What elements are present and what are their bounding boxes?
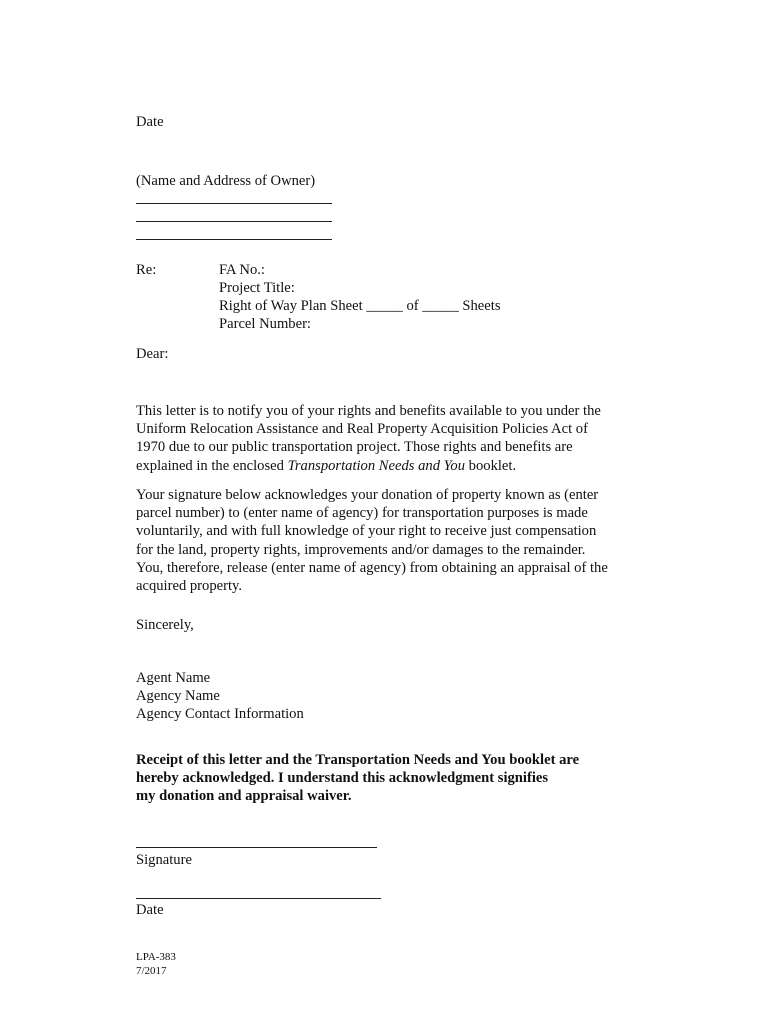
agent-name: Agent Name bbox=[136, 670, 211, 686]
paragraph-line: You, therefore, release (enter name of agency) from obtaining an appraisal of the bbox=[136, 559, 608, 576]
project-title-label: Project Title: bbox=[219, 280, 295, 296]
sign-date-label: Date bbox=[136, 902, 164, 918]
booklet-title: Transportation Needs and You bbox=[287, 457, 466, 474]
row-plan-sheet-label: Right of Way Plan Sheet _____ of _____ Sheets bbox=[219, 298, 501, 314]
date-label: Date bbox=[136, 114, 164, 130]
owner-address-line-3 bbox=[136, 239, 332, 240]
acknowledgment-line: hereby acknowledged. I understand this acknowledgment signifies bbox=[136, 770, 549, 787]
owner-address-line-2 bbox=[136, 221, 332, 222]
acknowledgment-line: Receipt of this letter and the Transportation Needs and You booklet are bbox=[136, 752, 580, 768]
paragraph-line: acquired property. bbox=[136, 578, 243, 595]
acknowledgment bbox=[136, 751, 616, 806]
acknowledgment-line: my donation and appraisal waiver. bbox=[136, 788, 352, 805]
owner-label: (Name and Address of Owner) bbox=[136, 173, 316, 189]
fa-number-label: FA No.: bbox=[219, 262, 265, 278]
form-number: LPA-383 bbox=[136, 951, 176, 963]
paragraph-line: This letter is to notify you of your rights and benefits available to you under the bbox=[136, 403, 601, 419]
paragraph-line: for the land, property rights, improvements and/or damages to the remainder. bbox=[136, 541, 586, 558]
signature-line bbox=[136, 847, 377, 848]
sign-date-line bbox=[136, 898, 381, 899]
re-label: Re: bbox=[136, 262, 157, 278]
paragraph-line: 1970 due to our public transportation project. Those rights and benefits are bbox=[136, 439, 573, 456]
paragraph-donation bbox=[136, 486, 636, 595]
booklet-text-post: booklet. bbox=[465, 457, 517, 474]
paragraph-rights-notice bbox=[136, 402, 636, 475]
form-date: 7/2017 bbox=[136, 965, 167, 977]
agency-name: Agency Name bbox=[136, 688, 220, 704]
paragraph-line: voluntarily, and with full knowledge of your right to receive just compensation bbox=[136, 523, 597, 540]
agency-contact: Agency Contact Information bbox=[136, 706, 304, 722]
salutation: Dear: bbox=[136, 346, 169, 362]
closing: Sincerely, bbox=[136, 617, 194, 633]
booklet-text-pre: explained in the enclosed bbox=[136, 457, 288, 474]
paragraph-line bbox=[136, 457, 636, 475]
owner-address-line-1 bbox=[136, 203, 332, 204]
paragraph-line: parcel number) to (enter name of agency) for transportation purposes is made bbox=[136, 505, 588, 522]
paragraph-line: Uniform Relocation Assistance and Real Property Acquisition Policies Act of bbox=[136, 421, 588, 438]
signature-label: Signature bbox=[136, 852, 192, 868]
paragraph-line: Your signature below acknowledges your donation of property known as (enter bbox=[136, 487, 599, 503]
parcel-number-label: Parcel Number: bbox=[219, 316, 311, 332]
